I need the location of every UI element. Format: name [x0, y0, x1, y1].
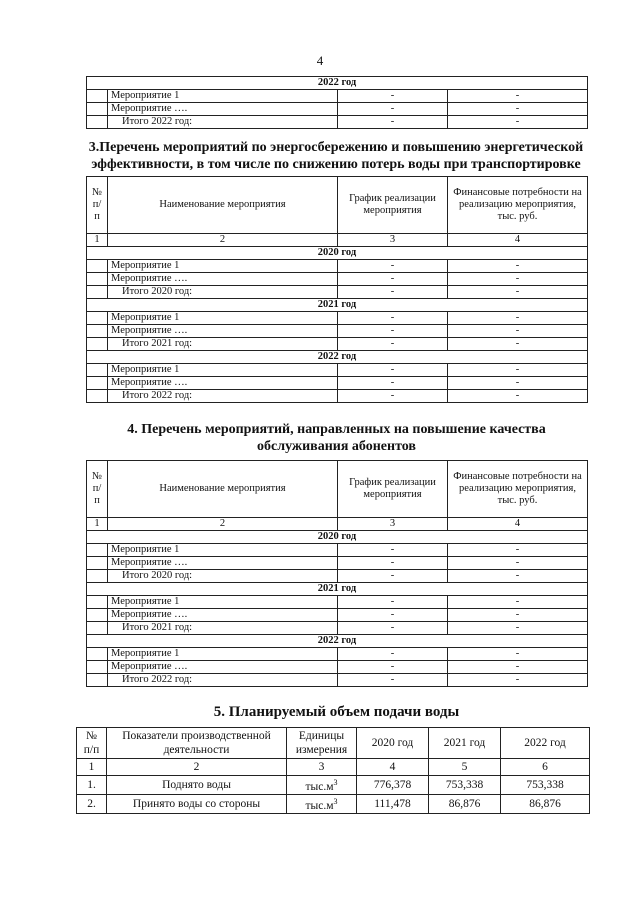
table-row [87, 596, 588, 609]
col-num: 2 [108, 234, 338, 247]
finance-cell: - [448, 661, 588, 674]
schedule-cell: - [338, 90, 448, 103]
section3-heading-line2: эффективности, в том числе по снижению потерь воды при транспортировке [91, 157, 581, 172]
finance-cell: - [448, 544, 588, 557]
section4-heading-line2: обслуживания абонентов [257, 439, 416, 454]
col-unit-header: Единицы измерения [287, 728, 357, 759]
value-2021: 753,338 [429, 776, 501, 795]
table-row [87, 312, 588, 325]
section3-table [86, 176, 588, 403]
section5-table [76, 727, 590, 814]
measure-name: Мероприятие …. [108, 103, 338, 116]
col-no-header: № п/п [87, 177, 108, 234]
col-num: 1 [87, 518, 108, 531]
col-indicator-header: Показатели производственной деятельности [107, 728, 287, 759]
finance-cell: - [448, 116, 588, 129]
section4-heading [86, 421, 587, 455]
col-num: 3 [338, 518, 448, 531]
schedule-cell: - [338, 116, 448, 129]
col-num: 4 [357, 759, 429, 776]
schedule-cell: - [338, 260, 448, 273]
finance-cell: - [448, 364, 588, 377]
col-finance-header: Финансовые потребности на реализацию мероприятия, тыс. руб. [448, 461, 588, 518]
total-label: Итого 2022 год: [108, 390, 338, 403]
table-row [87, 377, 588, 390]
table-continuation-2022 [86, 76, 588, 129]
table-row [87, 648, 588, 661]
table-row [87, 273, 588, 286]
total-label: Итого 2022 год: [108, 116, 338, 129]
col-2022-header: 2022 год [501, 728, 590, 759]
table-row [87, 609, 588, 622]
section4-table [86, 460, 588, 687]
unit-text: тыс.м [305, 799, 334, 812]
page-number: 4 [316, 53, 324, 68]
col-num: 3 [338, 234, 448, 247]
schedule-cell: - [338, 596, 448, 609]
year-row: 2022 год [87, 635, 588, 648]
measure-name: Мероприятие …. [108, 377, 338, 390]
measure-name: Мероприятие …. [108, 609, 338, 622]
col-no-header: № п/п [87, 461, 108, 518]
finance-cell: - [448, 390, 588, 403]
table-row [87, 570, 588, 583]
col-schedule-header: График реализации мероприятия [338, 461, 448, 518]
finance-cell: - [448, 377, 588, 390]
schedule-cell: - [338, 609, 448, 622]
measure-name: Мероприятие 1 [108, 648, 338, 661]
table-row [87, 661, 588, 674]
table-row [87, 544, 588, 557]
section4-heading-line1: 4. Перечень мероприятий, направленных на повышение качества [127, 422, 546, 437]
value-2021: 86,876 [429, 794, 501, 813]
schedule-cell: - [338, 570, 448, 583]
table-row [87, 286, 588, 299]
finance-cell: - [448, 325, 588, 338]
value-2022: 753,338 [501, 776, 590, 795]
schedule-cell: - [338, 557, 448, 570]
table-row [87, 325, 588, 338]
unit-text: тыс.м [305, 780, 334, 793]
schedule-cell: - [338, 544, 448, 557]
section3-heading-line1: 3.Перечень мероприятий по энергосбережению и повышению энергетической [88, 140, 584, 155]
schedule-cell: - [338, 648, 448, 661]
measure-name: Мероприятие 1 [108, 260, 338, 273]
value-2022: 86,876 [501, 794, 590, 813]
table-row [87, 557, 588, 570]
col-num: 2 [108, 518, 338, 531]
schedule-cell: - [338, 312, 448, 325]
col-num: 6 [501, 759, 590, 776]
unit-cell [287, 794, 357, 813]
measure-name: Мероприятие …. [108, 557, 338, 570]
table-row [87, 622, 588, 635]
table-row [87, 390, 588, 403]
table-row [87, 116, 588, 129]
schedule-cell: - [338, 674, 448, 687]
measure-name: Мероприятие 1 [108, 596, 338, 609]
col-2021-header: 2021 год [429, 728, 501, 759]
section3-heading [80, 139, 592, 173]
col-num: 1 [77, 759, 107, 776]
measure-name: Мероприятие 1 [108, 364, 338, 377]
col-num: 3 [287, 759, 357, 776]
row-number: 2. [77, 794, 107, 813]
table-row [87, 260, 588, 273]
year-row: 2021 год [87, 299, 588, 312]
schedule-cell: - [338, 273, 448, 286]
finance-cell: - [448, 90, 588, 103]
schedule-cell: - [338, 286, 448, 299]
measure-name: Мероприятие …. [108, 325, 338, 338]
schedule-cell: - [338, 661, 448, 674]
total-label: Итого 2020 год: [108, 286, 338, 299]
column-number-row [77, 759, 590, 776]
finance-cell: - [448, 338, 588, 351]
col-num: 1 [87, 234, 108, 247]
finance-cell: - [448, 622, 588, 635]
measure-name: Мероприятие 1 [108, 312, 338, 325]
column-number-row [87, 234, 588, 247]
schedule-cell: - [338, 325, 448, 338]
col-name-header: Наименование мероприятия [108, 461, 338, 518]
table-row [87, 90, 588, 103]
table-row [87, 364, 588, 377]
year-row: 2020 год [87, 531, 588, 544]
col-num: 2 [107, 759, 287, 776]
finance-cell: - [448, 286, 588, 299]
unit-superscript: 3 [333, 796, 338, 806]
measure-name: Мероприятие 1 [108, 90, 338, 103]
year-row: 2020 год [87, 247, 588, 260]
total-label: Итого 2021 год: [108, 338, 338, 351]
measure-name: Мероприятие 1 [108, 544, 338, 557]
table-row [87, 103, 588, 116]
value-2020: 111,478 [357, 794, 429, 813]
finance-cell: - [448, 273, 588, 286]
finance-cell: - [448, 609, 588, 622]
table-row [87, 338, 588, 351]
schedule-cell: - [338, 390, 448, 403]
schedule-cell: - [338, 622, 448, 635]
col-num: 5 [429, 759, 501, 776]
col-finance-header: Финансовые потребности на реализацию мероприятия, тыс. руб. [448, 177, 588, 234]
total-label: Итого 2020 год: [108, 570, 338, 583]
schedule-cell: - [338, 377, 448, 390]
year-row: 2022 год [87, 77, 588, 90]
column-number-row [87, 518, 588, 531]
indicator-name: Принято воды со стороны [107, 794, 287, 813]
finance-cell: - [448, 674, 588, 687]
finance-cell: - [448, 648, 588, 661]
indicator-name: Поднято воды [107, 776, 287, 795]
table-row [77, 776, 590, 795]
col-num: 4 [448, 234, 588, 247]
total-label: Итого 2022 год: [108, 674, 338, 687]
col-num: 4 [448, 518, 588, 531]
col-no-header: № п/п [77, 728, 107, 759]
section5-heading: 5. Планируемый объем подачи воды [213, 704, 460, 720]
unit-cell [287, 776, 357, 795]
finance-cell: - [448, 570, 588, 583]
finance-cell: - [448, 596, 588, 609]
measure-name: Мероприятие …. [108, 661, 338, 674]
schedule-cell: - [338, 103, 448, 116]
measure-name: Мероприятие …. [108, 273, 338, 286]
finance-cell: - [448, 557, 588, 570]
table-row [87, 674, 588, 687]
schedule-cell: - [338, 338, 448, 351]
total-label: Итого 2021 год: [108, 622, 338, 635]
unit-superscript: 3 [333, 778, 338, 787]
year-row: 2022 год [87, 351, 588, 364]
finance-cell: - [448, 312, 588, 325]
col-schedule-header: График реализации мероприятия [338, 177, 448, 234]
value-2020: 776,378 [357, 776, 429, 795]
col-2020-header: 2020 год [357, 728, 429, 759]
year-row: 2021 год [87, 583, 588, 596]
finance-cell: - [448, 103, 588, 116]
row-number: 1. [77, 776, 107, 795]
table-row [77, 794, 590, 813]
finance-cell: - [448, 260, 588, 273]
col-name-header: Наименование мероприятия [108, 177, 338, 234]
schedule-cell: - [338, 364, 448, 377]
